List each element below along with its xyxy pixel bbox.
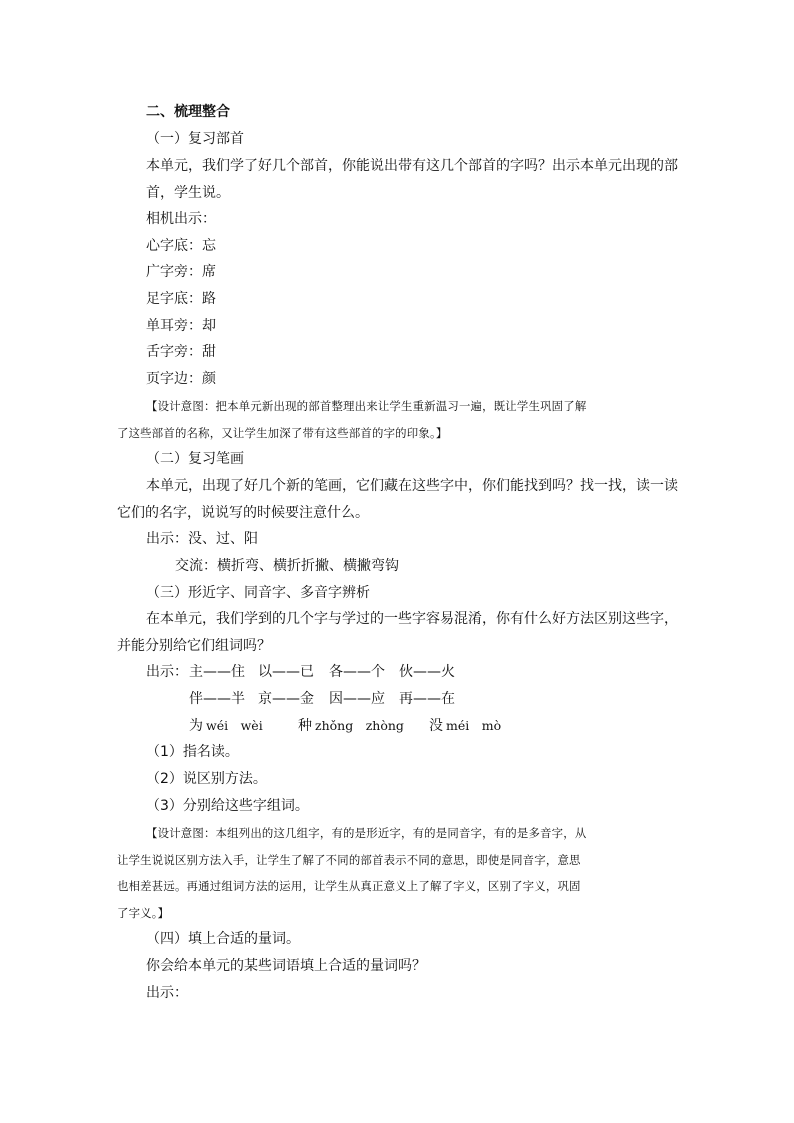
polyphone-char: 没 bbox=[429, 718, 443, 734]
part2-show-line: 出示：没、过、阳 bbox=[146, 531, 258, 547]
part2-exchange-line: 交流：横折弯、横折折撇、横撇弯钩 bbox=[175, 558, 399, 574]
char-pair: 京——金 bbox=[258, 691, 314, 707]
char-pair: 以——已 bbox=[258, 664, 314, 680]
section-title: 二、梳理整合 bbox=[146, 104, 230, 120]
radical-item: 广字旁：席 bbox=[146, 264, 216, 280]
radical-item: 页字边：颜 bbox=[146, 371, 216, 387]
design-note-2-line2: 让学生说说区别方法入手，让学生了解了不同的部首表示不同的意思，即使是同音字，意思 bbox=[117, 853, 581, 867]
polyphone-char: 为 bbox=[189, 718, 203, 734]
radical-item: 单耳旁：却 bbox=[146, 318, 216, 334]
part3-title: （三）形近字、同音字、多音字辨析 bbox=[146, 585, 370, 601]
part4-title: （四）填上合适的量词。 bbox=[146, 931, 300, 947]
char-pair: 再——在 bbox=[399, 691, 455, 707]
part4-intro-line1: 你会给本单元的某些词语填上合适的量词吗？ bbox=[146, 958, 426, 974]
part1-intro-line2: 首，学生说。 bbox=[146, 185, 230, 201]
part2-title: （二）复习笔画 bbox=[146, 451, 244, 467]
design-note-2-line3: 也相差甚远。再通过组词方法的运用，让学生从真正意义上了解了字义，区别了字义，巩固 bbox=[117, 879, 581, 893]
radical-item: 心字底：忘 bbox=[146, 238, 216, 254]
char-pair: 因——应 bbox=[329, 691, 385, 707]
step-item: （1）指名读。 bbox=[146, 744, 239, 760]
part1-intro-line1: 本单元，我们学了好几个部首，你能说出带有这几个部首的字吗？出示本单元出现的部 bbox=[146, 158, 678, 174]
step-item: （2）说区别方法。 bbox=[146, 771, 267, 787]
char-pair: 各——个 bbox=[329, 664, 385, 680]
part3-show-label: 出示： bbox=[146, 664, 188, 680]
radical-item: 舌字旁：甜 bbox=[146, 344, 216, 360]
char-pair: 主——住 bbox=[189, 664, 245, 680]
part2-intro-line2: 它们的名字，说说写的时候要注意什么。 bbox=[117, 505, 369, 521]
design-note-2-line4: 了字义。】 bbox=[117, 906, 170, 920]
part4-show-label: 出示： bbox=[146, 985, 188, 1001]
char-pair: 伴——半 bbox=[189, 691, 245, 707]
step-item: （3）分别给这些字组词。 bbox=[146, 798, 309, 814]
polyphone-readings: méi mò bbox=[446, 718, 502, 733]
design-note-1-line2: 了这些部首的名称，又让学生加深了带有这些部首的字的印象。】 bbox=[117, 426, 448, 440]
char-pair: 伙——火 bbox=[399, 664, 455, 680]
design-note-2-line1: 【设计意图：本组列出的这几组字，有的是形近字，有的是同音字，有的是多音字，从 bbox=[146, 826, 587, 840]
part1-show-label: 相机出示： bbox=[146, 211, 216, 227]
part3-intro-line2: 并能分别给它们组词吗？ bbox=[117, 638, 271, 654]
polyphone-char: 种 bbox=[298, 718, 312, 734]
radical-item: 足字底：路 bbox=[146, 291, 216, 307]
part1-title: （一）复习部首 bbox=[146, 131, 244, 147]
part2-intro-line1: 本单元，出现了好几个新的笔画，它们藏在这些字中，你们能找到吗？找一找，读一读 bbox=[146, 478, 678, 494]
design-note-1-line1: 【设计意图：把本单元新出现的部首整理出来让学生重新温习一遍，既让学生巩固了解 bbox=[146, 399, 587, 413]
polyphone-readings: wéi wèi bbox=[206, 718, 263, 733]
part3-intro-line1: 在本单元，我们学到的几个字与学过的一些字容易混淆，你有什么好方法区别这些字， bbox=[146, 611, 678, 627]
polyphone-readings: zhǒng zhòng bbox=[315, 718, 404, 733]
